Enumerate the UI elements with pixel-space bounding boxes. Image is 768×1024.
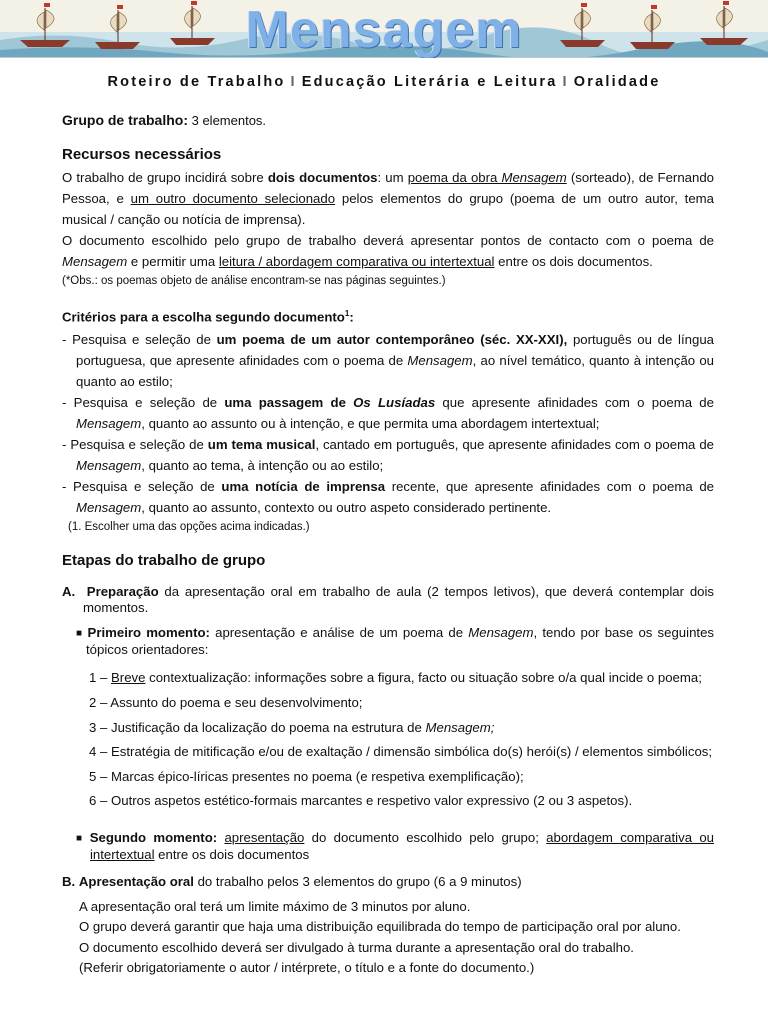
bullet-icon: ■ [76, 832, 86, 844]
text-run: (sorteado), de Fernando Pessoa, e [62, 170, 714, 206]
text-run: - Pesquisa e seleção de [62, 395, 225, 411]
document-body [62, 110, 714, 979]
text-run: do trabalho pelos 3 elementos do grupo (6 a 9 minutos) [193, 873, 522, 889]
text-run: , quanto ao tema, à intenção ou ao estilo; [141, 458, 384, 474]
text-run: poema da obra [407, 170, 502, 185]
apresentacao-details [62, 897, 714, 979]
text-run-italic: Mensagem [62, 254, 128, 269]
subtitle-separator: I [290, 74, 297, 90]
grupo-value: 3 elementos. [188, 113, 267, 128]
text-run: recente, que apresente afinidades com o poema de [385, 479, 714, 495]
text-run-bold: Preparação [86, 584, 159, 600]
topicos-list [62, 666, 714, 814]
criterio-item-noticia [62, 476, 714, 518]
detail-1: A apresentação oral terá um limite máximo de 3 minutos por aluno. [79, 898, 471, 914]
text-run-bold: um poema de um autor contemporâneo (séc. XX-XXI), [216, 332, 568, 348]
etapa-b [62, 871, 714, 892]
text-run-italic: Mensagem [407, 353, 473, 369]
text-run-bold: um tema musical [207, 437, 316, 453]
text-run: da apresentação oral em trabalho de aula (2 tempos letivos), que deverá contemplar dois momentos. [83, 584, 715, 616]
text-run: entre os dois documentos [154, 846, 310, 862]
text-run: O documento escolhido pelo grupo de trabalho deverá apresentar pontos de contacto com o poema de [62, 233, 714, 248]
text-run-italic: Mensagem [501, 170, 567, 185]
etapa-label: B. [62, 873, 76, 889]
criterio-item-poema [62, 329, 714, 392]
text-run: , quanto ao assunto, contexto ou outro aspeto considerado pertinente. [141, 500, 552, 516]
topico-6: 6 – Outros aspetos estético-formais marcantes e respetivo valor expressivo (2 ou 3 aspetos). [89, 793, 633, 809]
segundo-momento [62, 830, 714, 863]
criterios-heading [62, 303, 714, 327]
text-run-italic: Mensagem [76, 416, 142, 432]
footnote-marker: 1 [344, 309, 350, 318]
criterio-item-musical [62, 434, 714, 476]
text-run-bold: uma notícia de imprensa [221, 479, 386, 495]
recursos-paragraph-2 [62, 230, 714, 272]
text-run: Critérios para a escolha segundo documento [62, 309, 345, 325]
text-run-italic: Mensagem [76, 500, 142, 516]
primeiro-momento [62, 625, 714, 658]
text-run-bold: uma passagem de [224, 395, 354, 411]
header-banner [0, 0, 768, 58]
text-run: 3 – Justificação da localização do poema na estrutura de [89, 719, 426, 735]
etapas-heading: Etapas do trabalho de grupo [62, 552, 266, 570]
topico-2: 2 – Assunto do poema e seu desenvolvimento; [89, 694, 363, 710]
subtitle-part-educacao: Educação Literária e Leitura [301, 74, 558, 90]
text-run: que apresente afinidades com o poema de [435, 395, 714, 411]
text-run-italic: Mensagem [468, 625, 534, 641]
topico-5: 5 – Marcas épico-líricas presentes no poema (e respetiva exemplificação); [89, 768, 524, 784]
text-run: - Pesquisa e seleção de [62, 479, 222, 495]
text-run-underline: apresentação [224, 829, 305, 845]
subtitle-part-oralidade: Oralidade [573, 74, 661, 90]
criterio-item-lusiadas [62, 392, 714, 434]
topico-3 [89, 716, 714, 741]
etapa-label: A. [62, 584, 76, 600]
etapa-a [62, 584, 714, 616]
text-run-bold-italic: Os Lusíadas [353, 395, 436, 411]
text-run: , tendo por base os seguintes tópicos orientadores: [86, 625, 714, 658]
text-run-italic: Mensagem; [425, 719, 495, 735]
text-run-underline [408, 170, 567, 185]
text-run-italic: Mensagem [76, 458, 142, 474]
text-run: : [349, 309, 354, 325]
text-run: O trabalho de grupo incidirá sobre [62, 170, 268, 185]
text-run-underline: um outro documento selecionado [130, 191, 336, 206]
recursos-heading: Recursos necessários [62, 146, 222, 163]
text-run: português ou de língua portuguesa, que apresente afinidades com o poema de [76, 332, 714, 369]
subtitle-part-roteiro: Roteiro de Trabalho [107, 74, 286, 90]
banner-title: Mensagem [245, 1, 523, 58]
text-run-bold: Primeiro momento: [87, 625, 210, 641]
text-run-bold: dois documentos [267, 170, 378, 185]
text-run: , cantado em português, que apresente afinidades com o poema de [315, 437, 714, 453]
document-subtitle [0, 74, 768, 90]
topico-4: 4 – Estratégia de mitificação e/ou de exaltação / dimensão simbólica do(s) herói(s) / elementos simbólicos; [89, 744, 713, 760]
text-run: entre os dois documentos. [494, 254, 653, 269]
text-run: : um [377, 170, 408, 185]
grupo-label: Grupo de trabalho: [62, 112, 188, 128]
recursos-obs: (*Obs.: os poemas objeto de análise encontram-se nas páginas seguintes.) [62, 275, 446, 287]
detail-3: O documento escolhido deverá ser divulgado à turma durante a apresentação oral do trabalho. [79, 939, 634, 955]
text-run: pelos elementos do grupo (poema de um outro autor, tema musical / canção ou notícia de imprensa). [62, 191, 714, 227]
text-run: - Pesquisa e seleção de [62, 332, 217, 348]
grupo-line [62, 110, 714, 131]
text-run: , ao nível temático, quanto à intenção ou quanto ao estilo; [76, 353, 714, 390]
recursos-paragraph-1 [62, 167, 714, 230]
text-run-underline: leitura / abordagem comparativa ou intertextual [218, 254, 495, 269]
text-run: e permitir uma [127, 254, 219, 269]
detail-4: (Referir obrigatoriamente o autor / intérprete, o título e a fonte do documento.) [79, 960, 535, 976]
text-run: , quanto ao assunto ou à intenção, e que permita uma abordagem intertextual; [141, 416, 600, 432]
topico-1 [89, 666, 714, 691]
text-run-bold: Segundo momento: [89, 829, 218, 845]
text-run-bold: Apresentação oral [78, 873, 194, 889]
text-run-underline: Breve [111, 670, 146, 686]
bullet-icon: ■ [76, 628, 84, 640]
text-run: 1 – [89, 670, 111, 686]
text-run: do documento escolhido pelo grupo; [304, 829, 547, 845]
criterios-note: (1. Escolher uma das opções acima indicadas.) [68, 521, 310, 534]
text-run: - Pesquisa e seleção de [62, 437, 208, 453]
subtitle-separator: I [562, 74, 569, 90]
text-run: contextualização: informações sobre a figura, facto ou situação sobre o/a qual incide o poema; [145, 670, 702, 686]
text-run: apresentação e análise de um poema de [209, 625, 469, 641]
detail-2: O grupo deverá garantir que haja uma distribuição equilibrada do tempo de participação oral por aluno. [79, 919, 681, 935]
text-run-underline: abordagem comparativa ou intertextual [90, 829, 714, 862]
